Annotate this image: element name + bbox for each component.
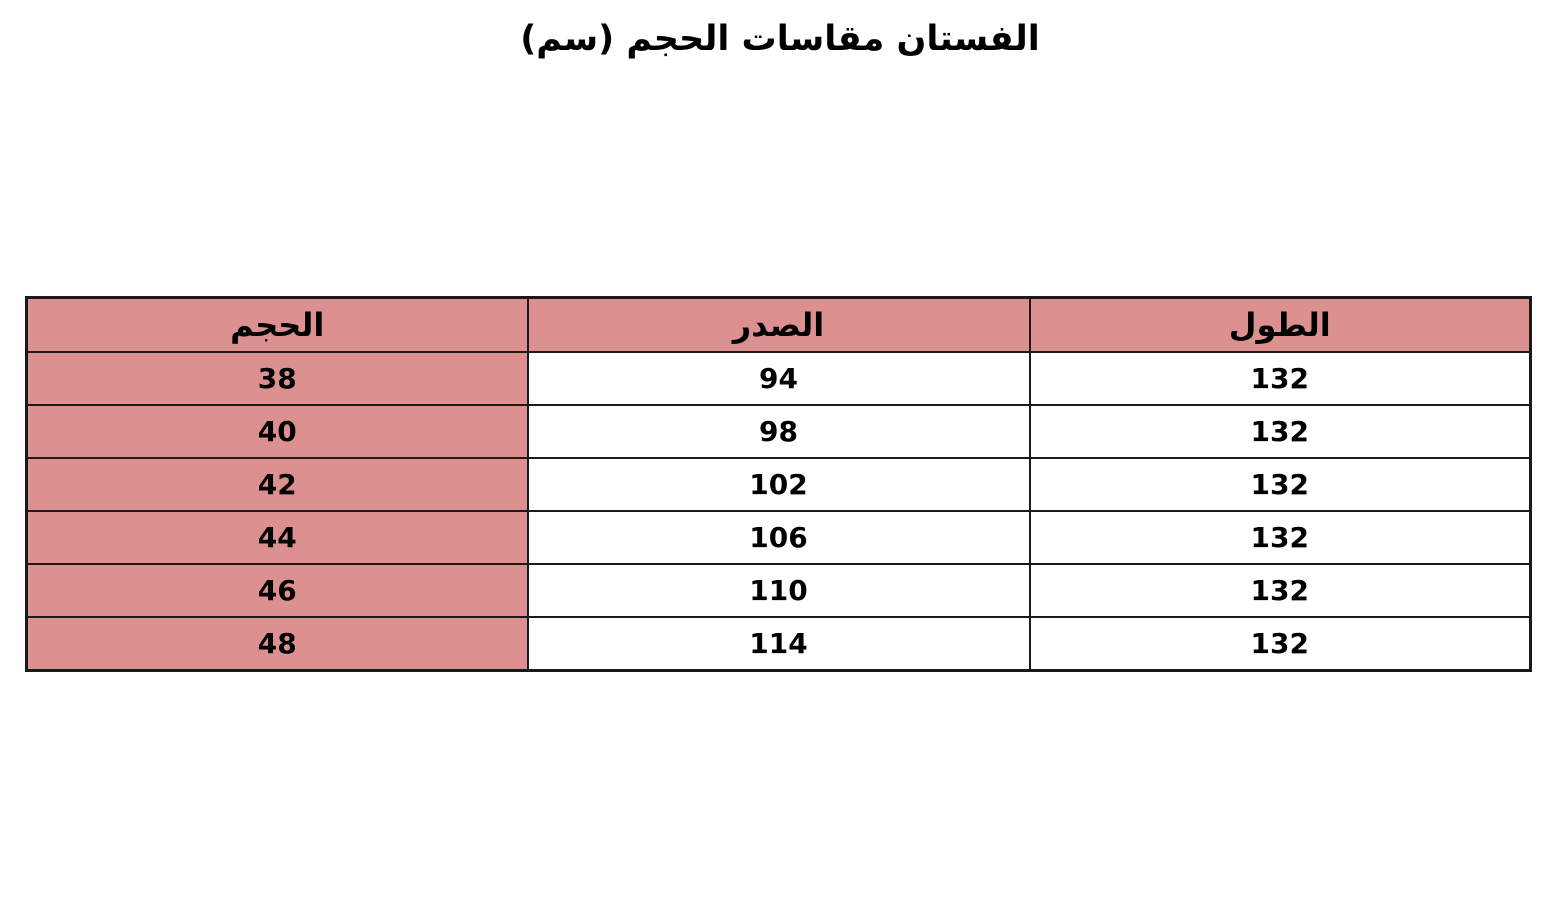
cell-chest: 102 [528,458,1030,511]
cell-length: 132 [1030,564,1531,617]
table-header-row [27,298,1531,353]
column-header-length: الطول [1030,298,1531,353]
cell-size: 42 [27,458,528,511]
cell-length: 132 [1030,511,1531,564]
cell-chest: 110 [528,564,1030,617]
cell-size: 48 [27,617,528,671]
cell-size: 40 [27,405,528,458]
size-chart-table [25,296,1532,672]
column-header-chest: الصدر [528,298,1030,353]
cell-chest: 114 [528,617,1030,671]
cell-length: 132 [1030,617,1531,671]
table-row [27,405,1531,458]
table-row [27,511,1531,564]
cell-size: 44 [27,511,528,564]
table-row [27,458,1531,511]
cell-size: 46 [27,564,528,617]
table-row [27,617,1531,671]
cell-size: 38 [27,352,528,405]
table-row [27,564,1531,617]
cell-chest: 106 [528,511,1030,564]
size-chart-container [28,296,1532,672]
cell-length: 132 [1030,352,1531,405]
table-row [27,352,1531,405]
cell-length: 132 [1030,458,1531,511]
cell-chest: 98 [528,405,1030,458]
page-title: الفستان مقاسات الحجم (سم) [520,19,1040,59]
column-header-size: الحجم [27,298,528,353]
cell-length: 132 [1030,405,1531,458]
cell-chest: 94 [528,352,1030,405]
